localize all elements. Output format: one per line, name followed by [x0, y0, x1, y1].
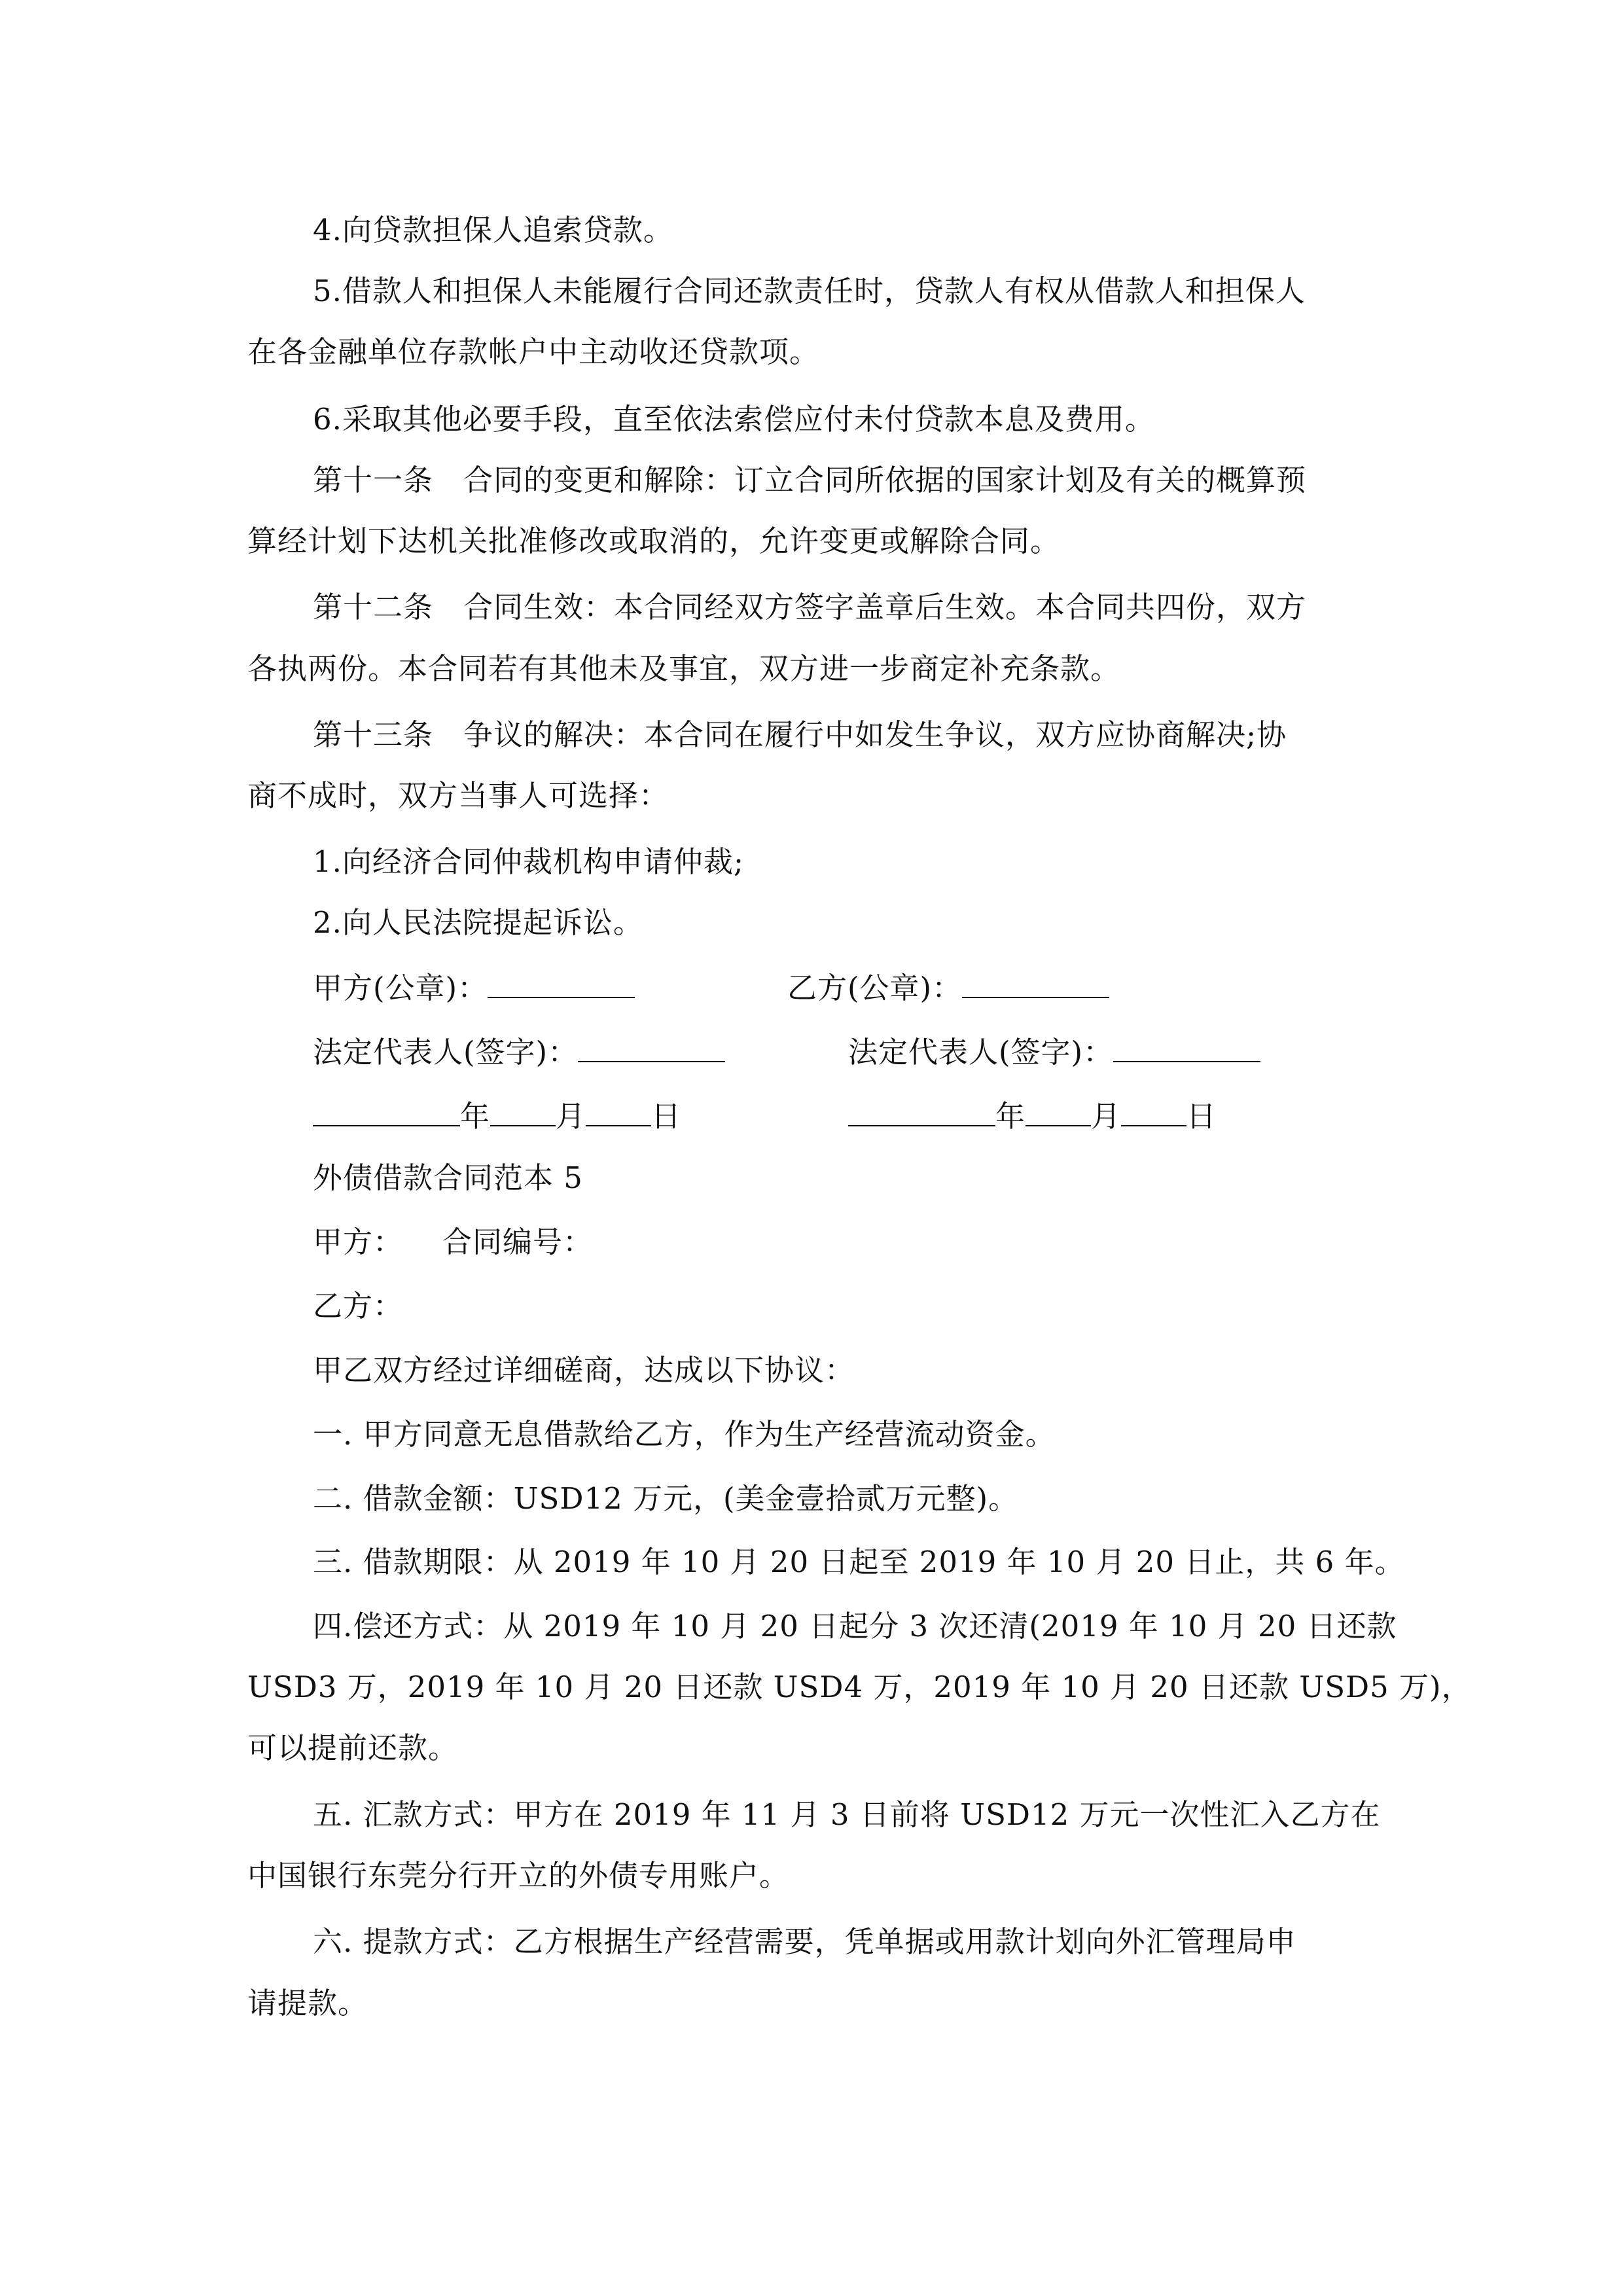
contract5-clause-4-line3: 可以提前还款。: [247, 1731, 459, 1765]
contract5-party-a: 甲方：: [313, 1225, 404, 1259]
party-a-day-label: 日: [651, 1099, 682, 1134]
article-11-line1: 第十一条 合同的变更和解除：订立合同所依据的国家计划及有关的概算预: [313, 463, 1307, 497]
article-12-line2: 各执两份。本合同若有其他未及事宜，双方进一步商定补充条款。: [247, 651, 1121, 686]
contract5-title: 外债借款合同范本 5: [313, 1160, 583, 1195]
party-a-day-blank: [586, 1095, 651, 1126]
contract5-contract-no: 合同编号：: [442, 1225, 594, 1259]
item-5-line1: 5.借款人和担保人未能履行合同还款责任时，贷款人有权从借款人和担保人: [313, 274, 1306, 308]
party-b-seal-blank: [962, 967, 1109, 998]
contract5-clause-4-line2: USD3 万，2019 年 10 月 20 日还款 USD4 万，2019 年 10 月 20 日还款 USD5 万)，: [247, 1670, 1472, 1704]
article-13-line2: 商不成时，双方当事人可选择：: [247, 778, 669, 813]
party-b-seal-label: 乙方(公章)：: [787, 971, 963, 1005]
party-b-year-label: 年: [995, 1099, 1026, 1134]
party-a-seal-blank: [488, 967, 635, 998]
contract5-clause-6-line1: 六. 提款方式：乙方根据生产经营需要，凭单据或用款计划向外汇管理局申: [313, 1924, 1296, 1959]
article-11-line2: 算经计划下达机关批准修改或取消的，允许变更或解除合同。: [247, 524, 1061, 558]
party-b-month-label: 月: [1091, 1099, 1122, 1134]
party-a-seal-label: 甲方(公章)：: [313, 971, 488, 1005]
party-b-date-line: [848, 1095, 1217, 1136]
party-a-month-label: 月: [556, 1099, 586, 1134]
party-b-day-blank: [1121, 1095, 1186, 1126]
contract5-clause-2: 二. 借款金额：USD12 万元，(美金壹拾贰万元整)。: [313, 1481, 1019, 1516]
party-b-seal-line: [787, 967, 1109, 1008]
party-b-rep-label: 法定代表人(签字)：: [848, 1035, 1114, 1069]
party-a-year-blank: [313, 1095, 460, 1126]
article-13-option1: 1.向经济合同仲裁机构申请仲裁;: [313, 844, 745, 879]
article-13-option2: 2.向人民法院提起诉讼。: [313, 905, 643, 940]
item-5-line2: 在各金融单位存款帐户中主动收还贷款项。: [247, 334, 820, 369]
contract5-party-b: 乙方：: [313, 1289, 404, 1323]
party-b-year-blank: [848, 1095, 995, 1126]
party-a-seal-line: [313, 967, 635, 1008]
article-12-line1: 第十二条 合同生效：本合同经双方签字盖章后生效。本合同共四份，双方: [313, 590, 1307, 624]
party-a-date-line: [313, 1095, 681, 1136]
contract5-clause-5-line2: 中国银行东莞分行开立的外债专用账户。: [247, 1858, 790, 1893]
party-a-year-label: 年: [460, 1099, 491, 1134]
contract5-intro: 甲乙双方经过详细磋商，达成以下协议：: [313, 1353, 855, 1388]
item-6: 6.采取其他必要手段，直至依法索偿应付未付贷款本息及费用。: [313, 402, 1155, 437]
article-13-line1: 第十三条 争议的解决：本合同在履行中如发生争议，双方应协商解决;协: [313, 717, 1287, 752]
contract5-clause-4-line1: 四.偿还方式：从 2019 年 10 月 20 日起分 3 次还清(2019 年 10 月 20 日还款: [313, 1609, 1397, 1643]
item-4: 4.向贷款担保人追索贷款。: [313, 213, 673, 247]
contract5-party-a-line: [313, 1223, 593, 1262]
party-a-rep-blank: [578, 1031, 725, 1062]
party-a-rep-label: 法定代表人(签字)：: [313, 1035, 579, 1069]
party-b-rep-line: [848, 1031, 1260, 1072]
party-b-day-label: 日: [1186, 1099, 1217, 1134]
party-a-month-blank: [490, 1095, 556, 1126]
contract5-clause-1: 一. 甲方同意无息借款给乙方，作为生产经营流动资金。: [313, 1417, 1056, 1452]
contract5-clause-6-line2: 请提款。: [247, 1986, 368, 2020]
contract5-clause-5-line1: 五. 汇款方式：甲方在 2019 年 11 月 3 日前将 USD12 万元一次性汇入乙方在: [313, 1797, 1381, 1832]
party-b-rep-blank: [1113, 1031, 1260, 1062]
contract5-clause-3: 三. 借款期限：从 2019 年 10 月 20 日起至 2019 年 10 月 20 日止，共 6 年。: [313, 1545, 1405, 1579]
party-a-rep-line: [313, 1031, 725, 1072]
party-b-month-blank: [1026, 1095, 1091, 1126]
